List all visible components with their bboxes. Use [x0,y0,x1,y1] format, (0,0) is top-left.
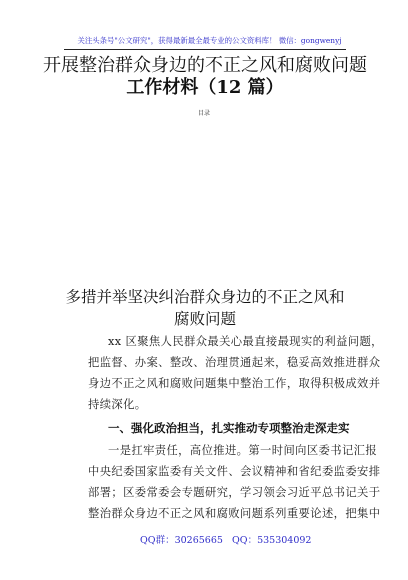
document-title-line-1: 开展整治群众身边的不正之风和腐败问题 [43,55,367,76]
footer-qq-group: QQ群：30265665 [140,535,223,546]
article-title-line-2: 腐败问题 [173,310,236,328]
footer [0,532,408,548]
document-title-line-2: 工作材料（12 篇） [126,77,284,98]
header-banner: 关注头条号"公文研究"，获得最新最全最专业的公文资料库！ 微信：gongwenyj [77,36,342,45]
section-paragraph-line: 整治群众身边不正之风和腐败问题系列重要论述，把集中 [88,507,381,520]
header-rule [64,49,346,50]
intro-paragraph-line: xx 区聚焦人民群众最关心最直接最现实的利益问题， [108,335,383,348]
toc-label: 目录 [197,110,210,117]
footer-qq-contact: QQ：535304092 [232,535,312,546]
intro-paragraph-line: 身边不正之风和腐败问题集中整治工作，取得积极成效并 [88,377,381,390]
article-title-line-1: 多措并举坚决纠治群众身边的不正之风和 [65,288,345,306]
section-paragraph-line: 部署；区委常委会专题研究，学习领会习近平总书记关于 [88,486,381,499]
intro-paragraph-line: 持续深化。 [88,398,147,411]
section-heading: 一、强化政治担当，扎实推动专项整治走深走实 [108,421,350,435]
section-paragraph-line: 一是扛牢责任，高位推进。第一时间向区委书记汇报 [108,444,378,457]
section-paragraph-line: 中央纪委国家监委有关文件、会议精神和省纪委监委安排 [88,465,381,478]
intro-paragraph-line: 把监督、办案、整改、治理贯通起来，稳妥高效推进群众 [88,356,381,369]
